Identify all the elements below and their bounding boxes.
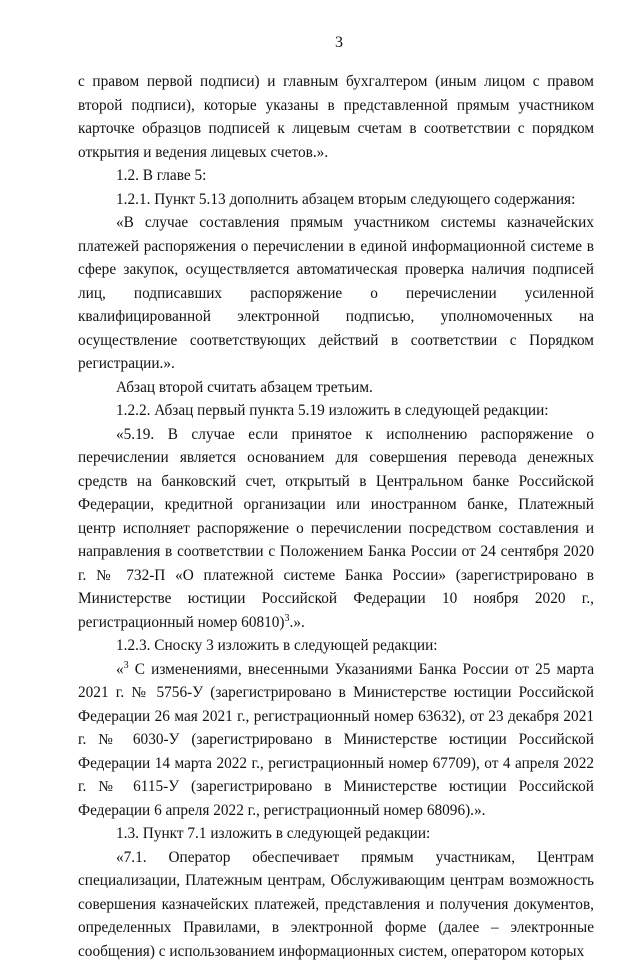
footnote-paragraph: [78, 658, 594, 823]
footnote-marker: 3: [285, 612, 290, 623]
paragraph: с правом первой подписи) и главным бухгалтером (иным лицом с правом второй подписи), которые указаны в представленной прямым участником карточке образцов подписей к лицевым счетам в соответствии с порядком открытия и ведения лицевых счетов.».: [78, 70, 594, 164]
paragraph-text: С изменениями, внесенными Указаниями Банка России от 25 марта 2021 г. № 5756-У (зарегистрировано в Министерстве юстиции Российской Федерации 26 мая 2021 г., регистрационный номер 63632), от 23 декабря 2021 г. № 6030-У (зарегистрировано в Министерстве юстиции Российской Федерации 14 марта 2022 г., регистрационный номер 67709), от 4 апреля 2022 г. № 6115-У (зарегистрировано в Министерстве юстиции Российской Федерации 6 апреля 2022 г., регистрационный номер 68096).».: [78, 661, 594, 819]
paragraph: 1.3. Пункт 7.1 изложить в следующей редакции:: [78, 822, 594, 846]
quoted-paragraph: «В случае составления прямым участником системы казначейских платежей распоряжения о перечислении в единой информационной системе в сфере закупок, осуществляется автоматическая проверка наличия подписей лиц, подписавших распоряжение о перечислении усиленной квалифицированной электронной подписью, уполномоченных на осуществление соответствующих действий в соответствии с Порядком регистрации.».: [78, 211, 594, 376]
quoted-paragraph: [78, 423, 594, 635]
page-number: 3: [78, 33, 594, 53]
document-body: [78, 70, 594, 963]
paragraph: 1.2.3. Сноску 3 изложить в следующей редакции:: [78, 634, 594, 658]
paragraph: 1.2. В главе 5:: [78, 164, 594, 188]
paragraph: Абзац второй считать абзацем третьим.: [78, 376, 594, 400]
paragraph-text: «5.19. В случае если принятое к исполнению распоряжение о перечислении является основанием для совершения перевода денежных средств на банковский счет, открытый в Центральном банке Российской Федерации, кредитной организации или иностранном банке, Платежный центр исполняет распоряжение о перечислении посредством составления и направления в соответствии с Положением Банка России от 24 сентября 2020 г. № 732-П «О платежной системе Банка России» (зарегистрировано в Министерстве юстиции Российской Федерации 10 ноября 2020 г., регистрационный номер 60810): [78, 426, 594, 631]
paragraph-text: «: [116, 661, 124, 678]
paragraph-text: .».: [290, 614, 305, 631]
paragraph: 1.2.2. Абзац первый пункта 5.19 изложить в следующей редакции:: [78, 399, 594, 423]
footnote-marker: 3: [124, 659, 129, 670]
paragraph: 1.2.1. Пункт 5.13 дополнить абзацем вторым следующего содержания:: [78, 188, 594, 212]
quoted-paragraph: «7.1. Оператор обеспечивает прямым участникам, Центрам специализации, Платежным центрам, Обслуживающим центрам возможность совершения казначейских платежей, представления и получения документов, определенных Правилами, в электронной форме (далее – электронные сообщения) с использованием информационных систем, оператором которых: [78, 846, 594, 963]
